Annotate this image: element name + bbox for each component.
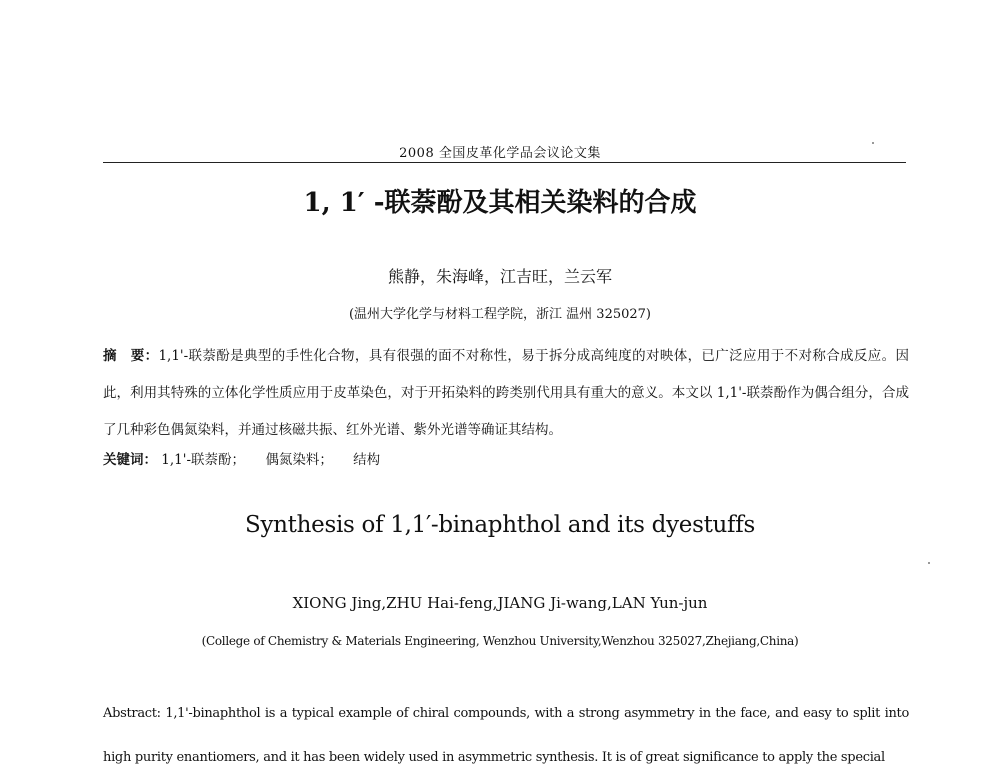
chinese-title: 1, 1′ -联萘酚及其相关染料的合成 bbox=[303, 188, 697, 218]
english-abstract-label: Abstract: bbox=[103, 706, 161, 721]
english-abstract bbox=[103, 692, 909, 780]
chinese-keywords-label: 关键词： bbox=[103, 452, 157, 468]
running-header: 2008 全国皮革化学品会议论文集 bbox=[399, 146, 601, 161]
chinese-abstract bbox=[103, 338, 909, 449]
chinese-abstract-label: 摘 要： bbox=[103, 348, 159, 364]
scan-speck bbox=[928, 562, 930, 564]
chinese-abstract-text: 1,1'-联萘酚是典型的手性化合物，具有很强的面不对称性，易于拆分成高纯度的对映体，已广泛应用于不对称合成反应。因此，利用其特殊的立体化学性质应用于皮革染色，对于开拓染料的跨类别代用具有重大的意义。本文以 1,1'-联萘酚作为偶合组分，合成了几种彩色偶氮染料，并通过核磁共振、红外光谱、紫外光谱等确证其结构。 bbox=[103, 348, 909, 438]
english-authors: XIONG Jing,ZHU Hai-feng,JIANG Ji-wang,LAN Yun-jun bbox=[292, 594, 708, 612]
chinese-authors: 熊静，朱海峰，江吉旺，兰云军 bbox=[387, 267, 612, 286]
keyword-item: 结构 bbox=[353, 452, 381, 468]
scan-speck bbox=[872, 142, 874, 144]
chinese-keywords bbox=[103, 446, 909, 474]
chinese-affiliation: (温州大学化学与材料工程学院，浙江 温州 325027) bbox=[348, 307, 652, 322]
english-abstract-text: 1,1'-binaphthol is a typical example of chiral compounds, with a strong asymmetry in the face, and easy to split into high purity enantiomers, and it has been widely used in asymmetric synthesis. It is of great significance to apply the special bbox=[103, 706, 909, 765]
english-affiliation: (College of Chemistry & Materials Engineering, Wenzhou University,Wenzhou 325027,Zhejiang,China) bbox=[201, 634, 799, 648]
english-title: Synthesis of 1,1′-binaphthol and its dyestuffs bbox=[245, 512, 755, 538]
keyword-item: 1,1'-联萘酚； bbox=[161, 452, 246, 468]
header-rule bbox=[103, 162, 906, 163]
keyword-item: 偶氮染料； bbox=[265, 452, 333, 468]
